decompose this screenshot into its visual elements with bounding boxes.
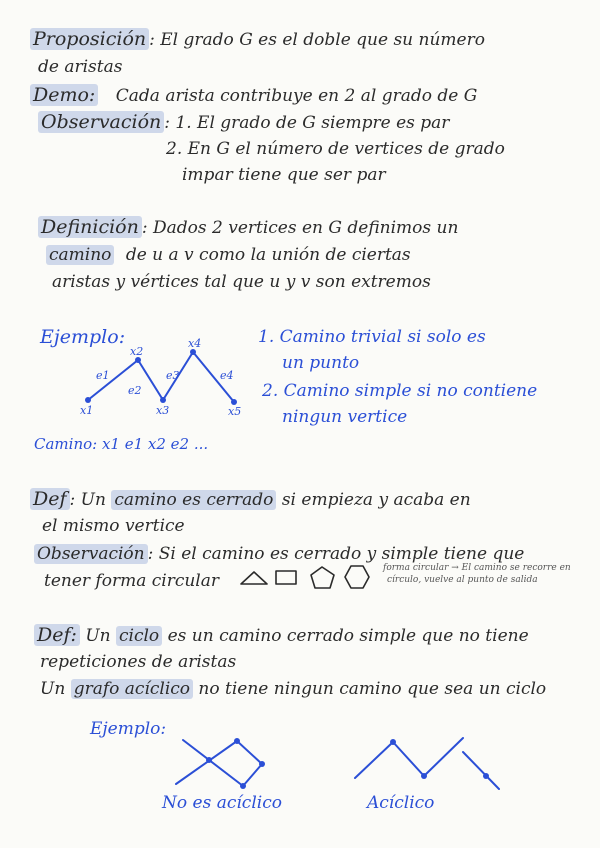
aciclico-label: Acíclico (367, 793, 435, 813)
left-edge-d (243, 764, 262, 786)
demo-term: Demo: (30, 84, 98, 106)
def-cerrado-post: si empieza y acaba en (281, 490, 471, 510)
note-simple-1: 2. Camino simple si no contiene (262, 381, 538, 401)
note-trivial-2: un punto (282, 353, 360, 373)
edge-e2-label: e2 (128, 384, 142, 397)
forma-circular-note1: forma circular → El camino se recorre en (383, 563, 571, 573)
note-trivial-1: 1. Camino trivial si solo es (258, 327, 486, 347)
vertex-x3-label: x3 (156, 404, 170, 417)
vertex-x5-label: x5 (228, 405, 242, 418)
note-simple-2: ningun vertice (282, 407, 408, 427)
def-ciclo-line3-pre: Un (40, 679, 66, 699)
def-cerrado-highlight: camino es cerrado (111, 490, 276, 510)
def-cerrado-pre: : Un (69, 490, 106, 510)
definicion-line3: aristas y vértices tal que u y v son extremos (52, 272, 431, 292)
proposicion-term: Proposición (30, 28, 149, 50)
observacion1-item1: : 1. El grado de G siempre es par (164, 113, 450, 133)
right-edge-tail (463, 752, 499, 789)
aciclico-term: grafo acíclico (71, 679, 193, 699)
observacion1-item2b: impar tiene que ser par (182, 165, 386, 185)
edge-e3-label: e3 (166, 369, 180, 382)
definicion-term: Definición (38, 216, 142, 238)
no-aciclico-label: No es acíclico (162, 793, 282, 813)
definicion-text2: de u a v como la unión de ciertas (125, 245, 411, 265)
observacion2-term: Observación (34, 544, 148, 564)
observacion1-term: Observación (38, 111, 164, 133)
ejemplo2-title: Ejemplo: (90, 719, 167, 739)
left-edge-a (183, 740, 243, 786)
edge-e4-label: e4 (220, 369, 234, 382)
definicion-text1: : Dados 2 vertices en G definimos un (141, 218, 459, 238)
camino-example: Camino: x1 e1 x2 e2 ... (34, 435, 209, 453)
def-ciclo-line2: repeticiones de aristas (40, 652, 237, 672)
edge-e1-label: e1 (96, 369, 110, 382)
ciclo-term: ciclo (116, 626, 162, 646)
def-cerrado-line2: el mismo vertice (42, 516, 185, 536)
vertex-x1-label: x1 (80, 404, 94, 417)
left-edge-c (237, 741, 262, 764)
ejemplo1-title: Ejemplo: (40, 326, 126, 348)
observacion1-item2: 2. En G el número de vertices de grado (166, 139, 505, 159)
def-ciclo-line3-post: no tiene ningun camino que sea un ciclo (198, 679, 547, 699)
def-ciclo-pre: Un (85, 626, 111, 646)
observacion2-text1: : Si el camino es cerrado y simple tiene que (147, 544, 525, 564)
right-path (355, 738, 463, 778)
vertex-x2-label: x2 (130, 345, 144, 358)
def-ciclo-term: Def: (34, 624, 80, 646)
vertex-x4-label: x4 (188, 337, 202, 350)
camino-term: camino (46, 245, 114, 265)
observacion2-line2: tener forma circular (44, 571, 219, 591)
proposicion-text: : El grado G es el doble que su número (149, 30, 485, 50)
demo-text: Cada arista contribuye en 2 al grado de G (115, 86, 478, 106)
left-edge-b (176, 741, 237, 784)
proposicion-line2: de aristas (38, 57, 123, 77)
def-cerrado-term: Def (30, 488, 70, 510)
def-ciclo-post: es un camino cerrado simple que no tiene (167, 626, 529, 646)
forma-circular-note2: círculo, vuelve al punto de salida (387, 575, 538, 585)
